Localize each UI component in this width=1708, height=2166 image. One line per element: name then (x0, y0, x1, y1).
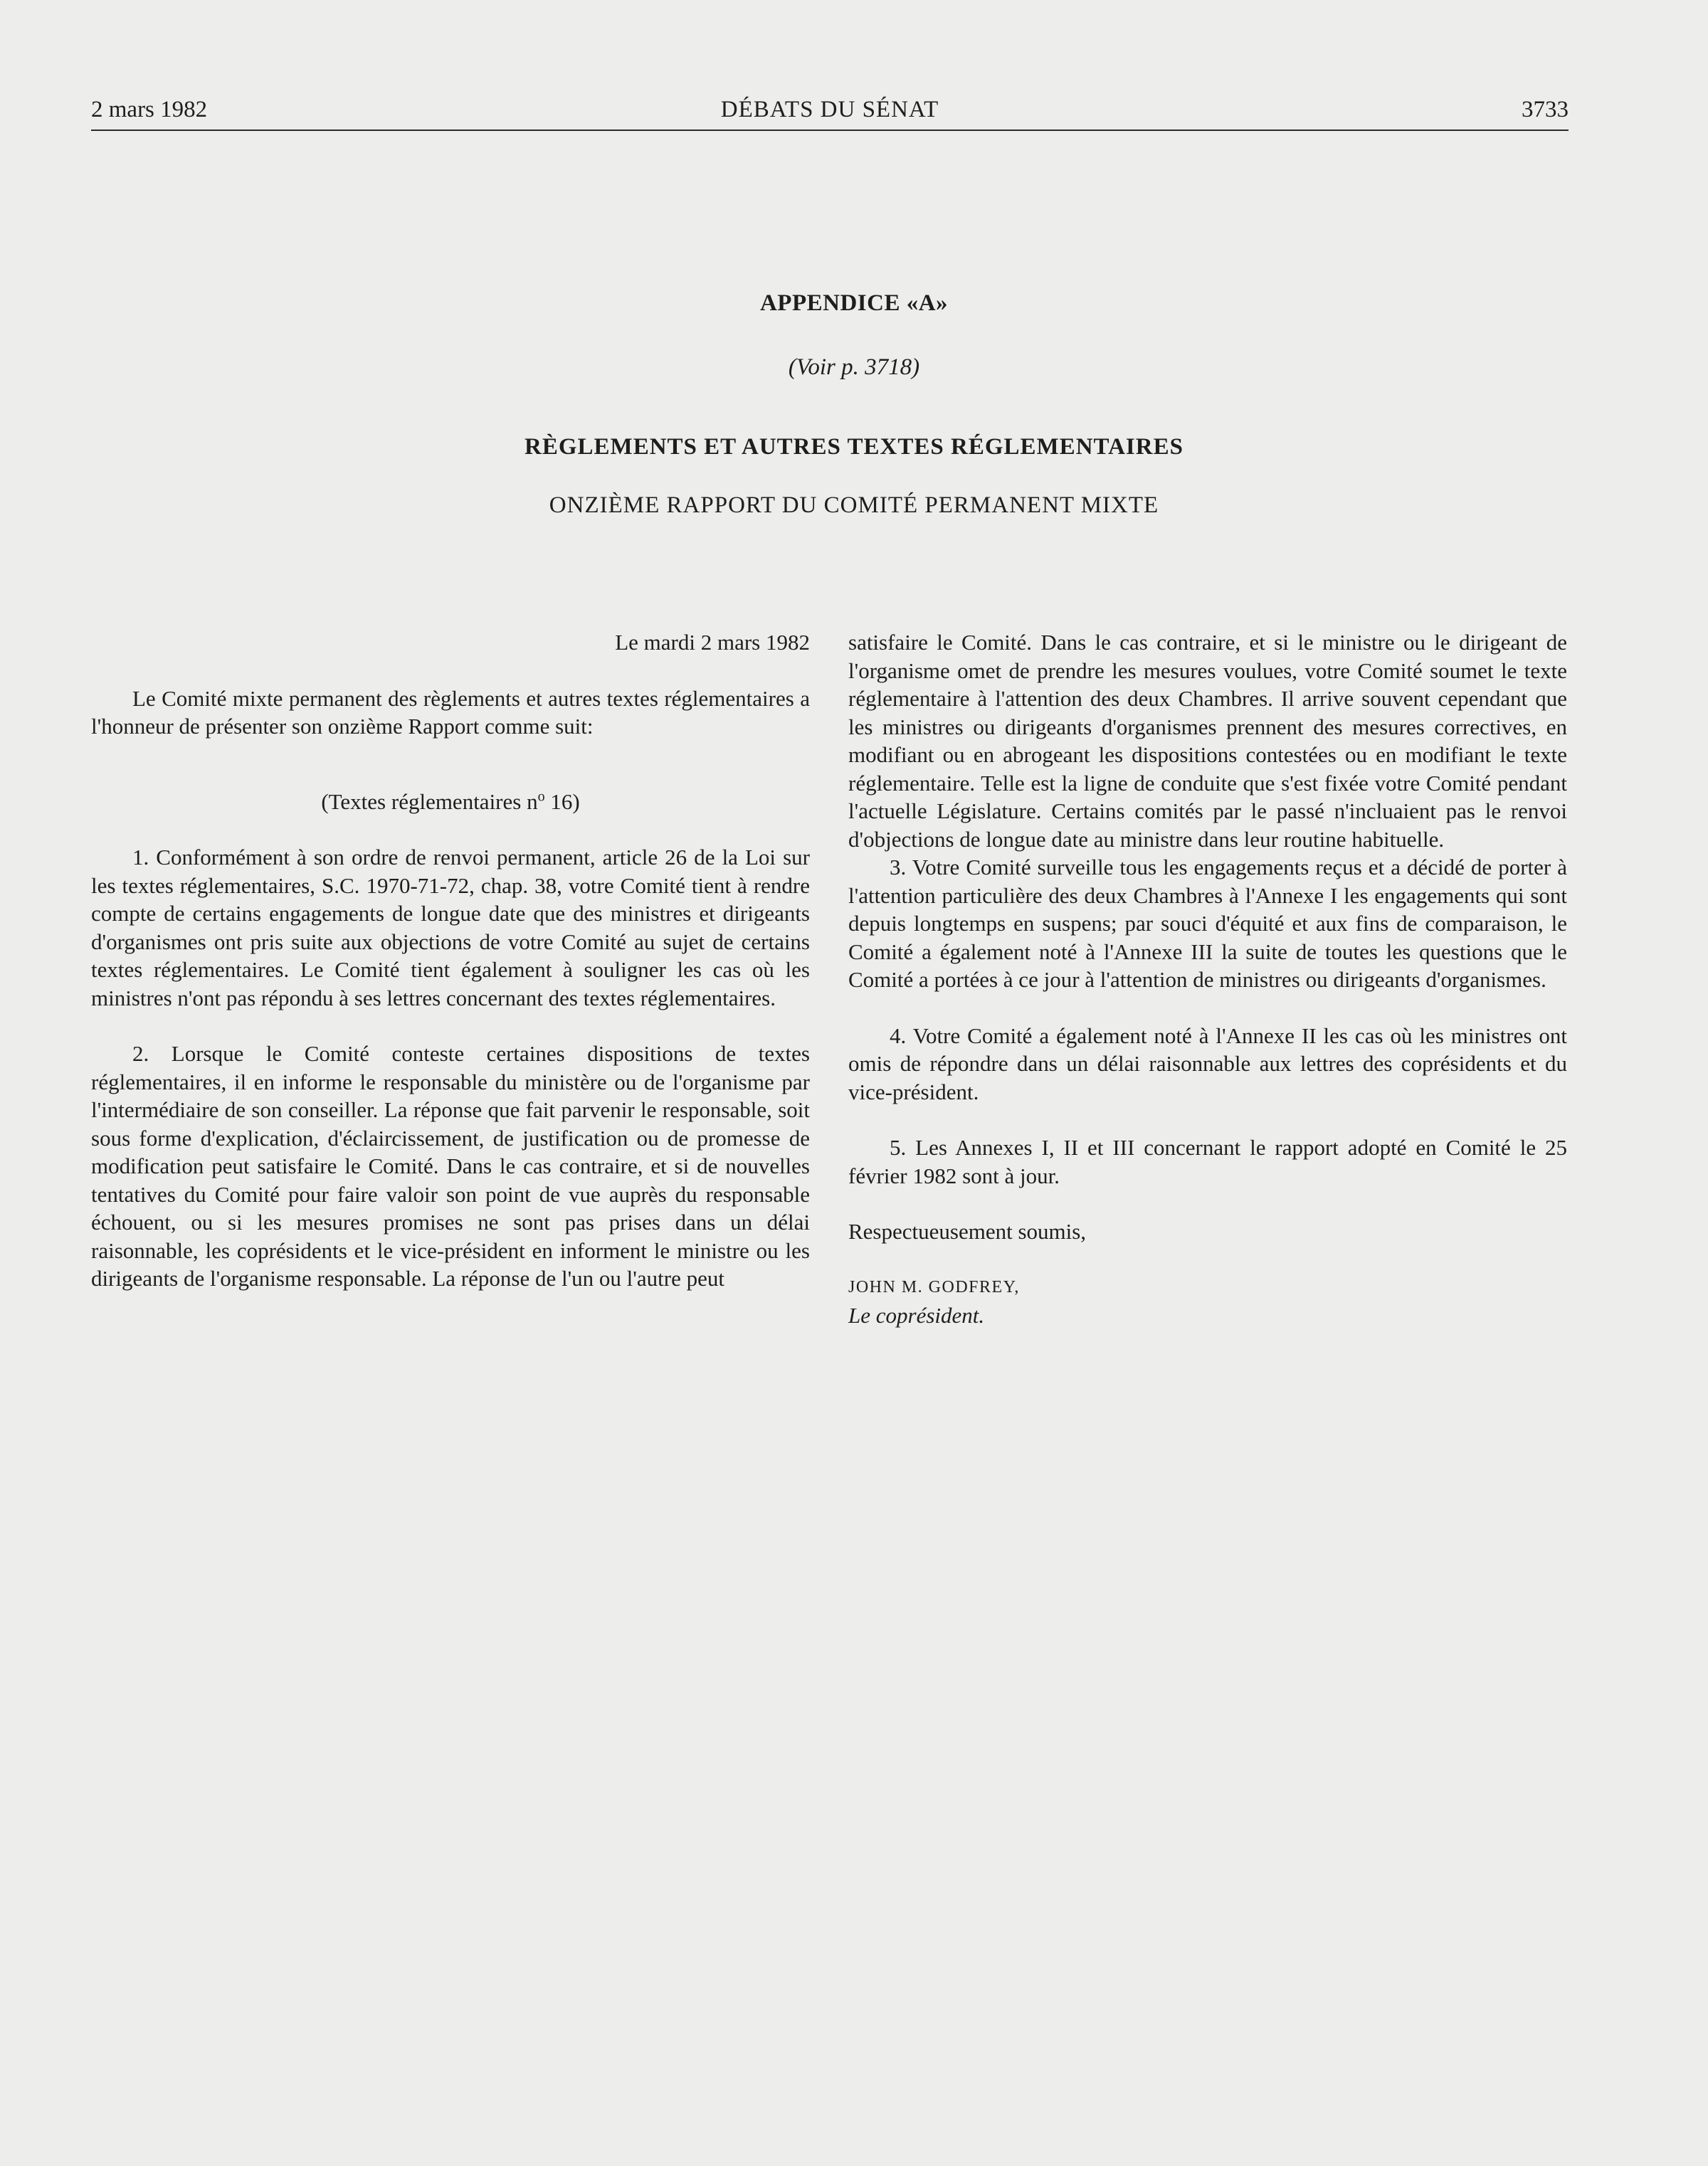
header-publication: DÉBATS DU SÉNAT (720, 97, 939, 122)
paragraph-5: 5. Les Annexes I, II et III concernant le rapport adopté en Comité le 25 février 1982 sont à jour. (848, 1135, 1567, 1188)
paragraph-4: 4. Votre Comité a également noté à l'Annexe II les cas où les ministres ont omis de répondre dans un délai raisonnable aux lettres des coprésidents et du vice-président. (848, 1023, 1567, 1104)
paragraph-2: 2. Lorsque le Comité conteste certaines dispositions de textes réglementaires, il en informe le responsable du ministère ou de l'organisme par l'intermédiaire de son conseiller. La réponse que fait parvenir le responsable, soit sous forme d'explication, d'éclaircissement, de justification ou de promesse de modification peut satisfaire le Comité. Dans le cas contraire, et si de nouvelles tentatives du Comité pour faire valoir son point de vue auprès du responsable échouent, ou si les mesures promises ne sont pas prises dans un délai raisonnable, les coprésidents et le vice-président en informent le ministre ou les dirigeants de l'organisme responsable. La réponse de l'un ou l'autre peut (91, 1041, 810, 1291)
dateline: Le mardi 2 mars 1982 (615, 630, 810, 655)
left-column (91, 628, 810, 1293)
subtitle-sup: o (537, 788, 545, 805)
signatory-name: JOHN M. GODFREY, (848, 1277, 1020, 1296)
regulations-title: RÈGLEMENTS ET AUTRES TEXTES RÉGLEMENTAIRES (524, 434, 1184, 460)
appendix-reference-text: (Voir p. 3718) (788, 354, 920, 380)
right-column (848, 628, 1567, 1330)
appendix-reference (0, 354, 1708, 381)
paragraph-3: 3. Votre Comité surveille tous les engagements reçus et a décidé de porter à l'attention particulière des deux Chambres à l'Annexe I les engagements qui sont depuis longtemps en suspens; par souci d'équité et aux fins de comparaison, le Comité a également noté à l'Annexe III la suite de toutes les questions que le Comité a portées à ce jour à l'attention de ministres ou dirigeants d'organismes. (848, 855, 1567, 992)
paragraph-1: 1. Conformément à son ordre de renvoi permanent, article 26 de la Loi sur les textes réglementaires, S.C. 1970-71-72, chap. 38, votre Comité tient à rendre compte de certains engagements de longue date que des ministres et dirigeants d'organismes ont pris suite aux objections de votre Comité au sujet de certains textes réglementaires. Le Comité tient également à souligner les cas où les ministres n'ont pas répondu à ses lettres concernant des textes réglementaires. (91, 845, 810, 1010)
report-title: ONZIÈME RAPPORT DU COMITÉ PERMANENT MIXTE (549, 492, 1159, 518)
intro-paragraph: Le Comité mixte permanent des règlements et autres textes réglementaires a l'honneur de présenter son onzième Rapport comme suit: (91, 685, 810, 739)
subtitle-text: (Textes réglementaires n (321, 788, 538, 814)
appendix-title: APPENDICE «A» (759, 290, 949, 316)
header-page-number: 3733 (1522, 97, 1569, 122)
subtitle (91, 788, 810, 816)
closing: Respectueusement soumis, (848, 1219, 1087, 1244)
signatory-title: Le coprésident. (848, 1303, 985, 1328)
running-head (91, 97, 1569, 131)
subtitle-number: 16) (544, 788, 580, 814)
header-date: 2 mars 1982 (91, 97, 208, 122)
paragraph-2-continued: satisfaire le Comité. Dans le cas contraire, et si le ministre ou le dirigeant de l'organisme omet de prendre les mesures voulues, votre Comité soumet le texte réglementaire à l'attention des deux Chambres. Il arrive souvent cependant que les ministres ou dirigeants d'organismes prennent des mesures correctives, en modifiant ou en abrogeant les dispositions contestées ou en modifiant le texte réglementaire. Telle est la ligne de conduite que s'est fixée votre Comité pendant l'actuelle Législature. Certains comités par le passé n'incluaient pas le renvoi d'objections de longue date au ministre dans leur routine habituelle. (848, 630, 1567, 852)
